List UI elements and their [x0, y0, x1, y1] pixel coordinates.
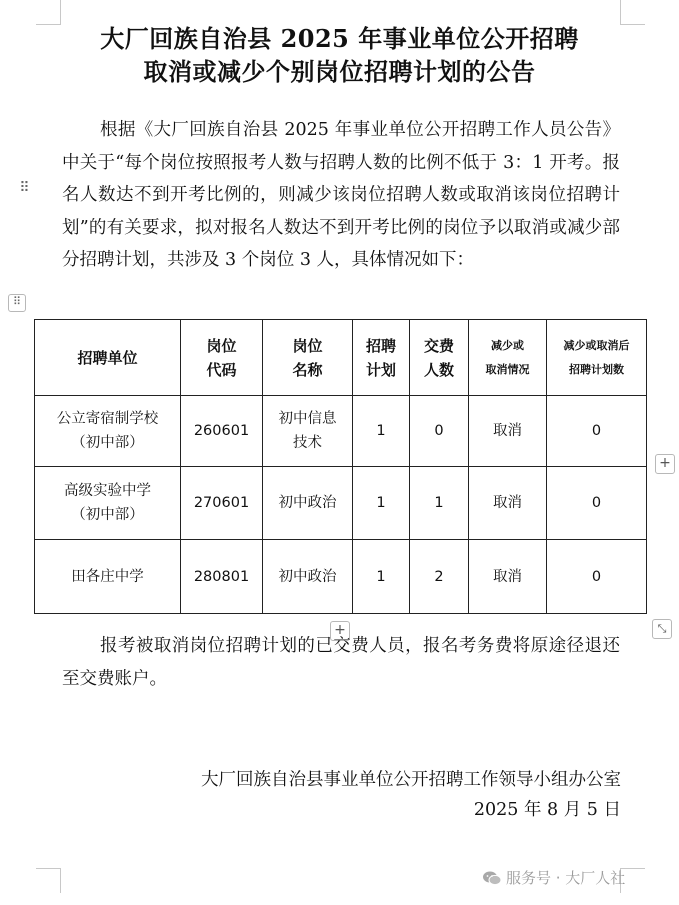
page-corner-mark [36, 868, 61, 893]
cell-unit: 田各庄中学 [35, 540, 181, 614]
table-row [35, 467, 647, 540]
table-resize-handle-icon[interactable]: ⤡ [652, 619, 672, 639]
cell-unit: 公立寄宿制学校 （初中部） [35, 396, 181, 467]
cell-paid: 2 [410, 540, 469, 614]
document-title-line2: 取消或减少个别岗位招聘计划的公告 [143, 57, 536, 86]
header-plan: 招聘 计划 [353, 320, 410, 396]
cell-unit: 高级实验中学 （初中部） [35, 467, 181, 540]
cell-plan: 1 [353, 467, 410, 540]
add-row-button[interactable]: + [330, 621, 350, 641]
cell-after: 0 [547, 396, 647, 467]
cell-code: 270601 [181, 467, 263, 540]
refund-paragraph: 报考被取消岗位招聘计划的已交费人员，报名考务费将原途径退还至交费账户。 [62, 636, 620, 689]
header-code: 岗位 代码 [181, 320, 263, 396]
table-row [35, 396, 647, 467]
header-paid: 交费 人数 [410, 320, 469, 396]
paragraph-drag-handle-icon[interactable]: ⠿ [19, 180, 29, 196]
recruitment-table [34, 319, 647, 614]
signature-organization: 大厂回族自治县事业单位公开招聘工作领导小组办公室 [201, 770, 621, 790]
header-after: 减少或取消后 招聘计划数 [547, 320, 647, 396]
intro-paragraph: 根据《大厂回族自治县 2025 年事业单位公开招聘工作人员公告》中关于“每个岗位按照报考人数与招聘人数的比例不低于 3：1 开考。报名人数达不到开考比例的，则减少该岗位招聘人数或取消该岗位招聘计划”的有关要求，拟对报名人数达不到开考比例的岗位予以取消或减少部分招聘计划，共涉及 3 个岗位 3 人，具体情况如下： [62, 120, 620, 270]
cell-plan: 1 [353, 396, 410, 467]
table-header-row [35, 320, 647, 396]
cell-code: 280801 [181, 540, 263, 614]
add-column-button[interactable]: + [655, 454, 675, 474]
table-row [35, 540, 647, 614]
cell-after: 0 [547, 540, 647, 614]
cell-name: 初中政治 [263, 467, 353, 540]
document-title-line1: 大厂回族自治县 2025 年事业单位公开招聘 [100, 24, 579, 53]
cell-after: 0 [547, 467, 647, 540]
cell-status: 取消 [469, 540, 547, 614]
cell-status: 取消 [469, 396, 547, 467]
header-name: 岗位 名称 [263, 320, 353, 396]
cell-status: 取消 [469, 467, 547, 540]
signature-date: 2025 年 8 月 5 日 [473, 800, 621, 820]
watermark [482, 866, 625, 890]
cell-code: 260601 [181, 396, 263, 467]
cell-name: 初中政治 [263, 540, 353, 614]
table-move-handle-icon[interactable]: ⠿ [8, 294, 26, 312]
cell-name: 初中信息 技术 [263, 396, 353, 467]
wechat-icon [482, 869, 502, 885]
header-reduce: 减少或 取消情况 [469, 320, 547, 396]
cell-paid: 1 [410, 467, 469, 540]
cell-paid: 0 [410, 396, 469, 467]
watermark-text: 服务号 · 大厂人社 [506, 869, 626, 887]
cell-plan: 1 [353, 540, 410, 614]
header-unit: 招聘单位 [35, 320, 181, 396]
